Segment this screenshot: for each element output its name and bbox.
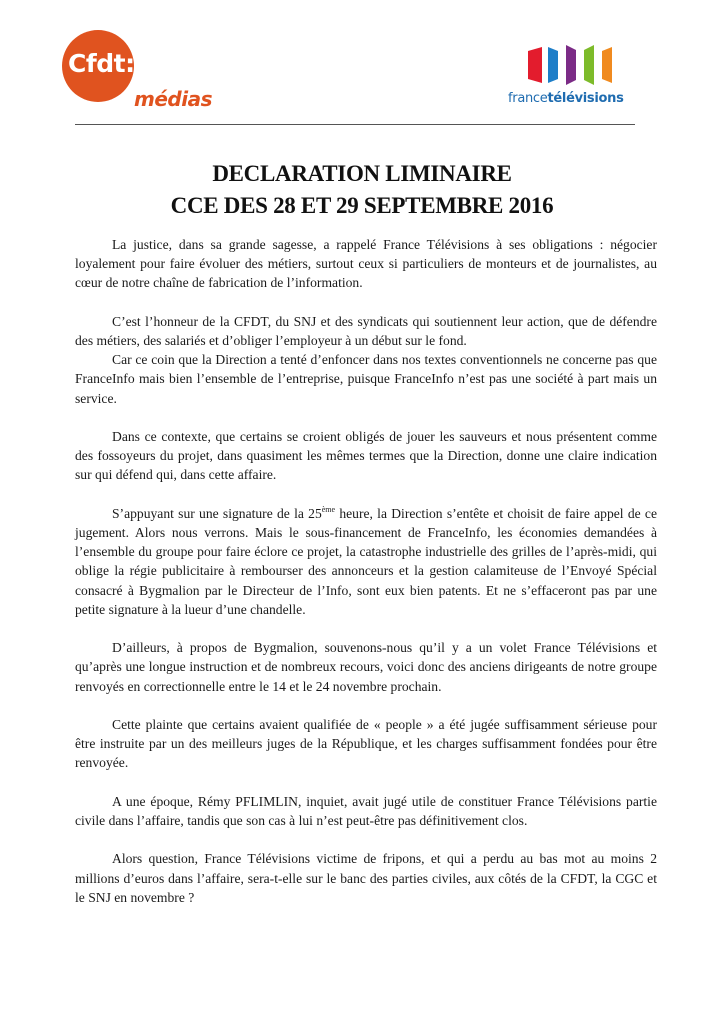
paragraph-6: D’ailleurs, à propos de Bygmalion, souvenons-nous qu’il y a un volet France Télévisions et qu’après une longue instruction et de nombreux recours, voici donc des anciens dirigeants de notre groupe renvoyés en correctionnelle entre le 14 et le 24 novembre prochain.	[75, 640, 657, 694]
superscript-eme: ème	[321, 504, 336, 514]
paragraph-9: Alors question, France Télévisions victime de fripons, et qui a perdu au bas mot au moins 2 millions d’euros dans l’affaire, sera-t-elle sur le banc des parties civiles, aux côtés de la CFDT, la CGC et le SNJ en novembre ?	[75, 851, 657, 905]
document-title-line2: CCE DES 28 ET 29 SEPTEMBRE 2016	[170, 193, 554, 218]
paragraph-1: La justice, dans sa grande sagesse, a rappelé France Télévisions à ses obligations : négocier loyalement pour faire évoluer des métiers, surtout ceux si particuliers de monteurs et de journalistes, au cœur de notre chaîne de fabrication de l’information.	[75, 237, 657, 291]
paragraph-8: A une époque, Rémy PFLIMLIN, inquiet, avait jugé utile de constituer France Télévisions partie civile dans l’affaire, tandis que son cas à lui n’est peut-être pas définitivement clos.	[75, 793, 657, 828]
ftv-logo-text-bold: télévisions	[547, 91, 624, 106]
cfdt-medias-logo	[62, 30, 222, 114]
document-title-line1: DECLARATION LIMINAIRE	[212, 161, 512, 186]
ftv-logo-text-light: france	[508, 91, 548, 106]
paragraph-5-start: S’appuyant sur une signature de la 25	[112, 505, 322, 521]
paragraph-7: Cette plainte que certains avaient qualifiée de « people » a été jugée suffisamment sérieuse pour être instruite par un des meilleurs juges de la République, et les charges suffisamment fondées pour être renvoyée.	[75, 717, 657, 771]
ftv-logo-text	[508, 91, 624, 106]
header-divider	[75, 124, 635, 125]
paragraph-5	[75, 504, 657, 619]
cfdt-logo-text: Cfdt:	[68, 49, 135, 78]
ftv-color-bars-icon	[528, 45, 620, 85]
paragraph-4: Dans ce contexte, que certains se croient obligés de jouer les sauveurs et nous présentent comme des fossoyeurs du projet, dans quasiment les mêmes termes que la Direction, donne une claire indication sur qui défend qui, dans cette affaire.	[75, 429, 657, 483]
paragraph-3: Car ce coin que la Direction a tenté d’enfoncer dans nos textes conventionnels ne concerne pas que FranceInfo mais bien l’ensemble de l’entreprise, puisque FranceInfo n’est pas une société à part mais un service.	[75, 352, 657, 406]
cfdt-logo-subtitle: médias	[134, 87, 212, 111]
france-televisions-logo	[500, 40, 640, 110]
paragraph-2: C’est l’honneur de la CFDT, du SNJ et des syndicats qui soutiennent leur action, que de défendre des métiers, des salariés et d’obliger l’employeur à un début sur le fond.	[75, 313, 657, 348]
document-body	[75, 235, 657, 907]
paragraph-5-rest: heure, la Direction s’entête et choisit de faire appel de ce jugement. Alors nous verrons. Mais le sous-financement de FranceInfo, les économies demandées à l’ensemble du groupe pour faire éclore ce projet, la catastrophe industrielle des grilles de l’après-midi, qui oblige la régie publicitaire à rembourser des annonceurs et la gestion calamiteuse de l’Envoyé Spécial consacré à Bygmalion par le Directeur de l’Info, sont eux bien patents. Et ne s’effaceront pas par une petite signature à la lueur d’une chandelle.	[75, 505, 657, 617]
